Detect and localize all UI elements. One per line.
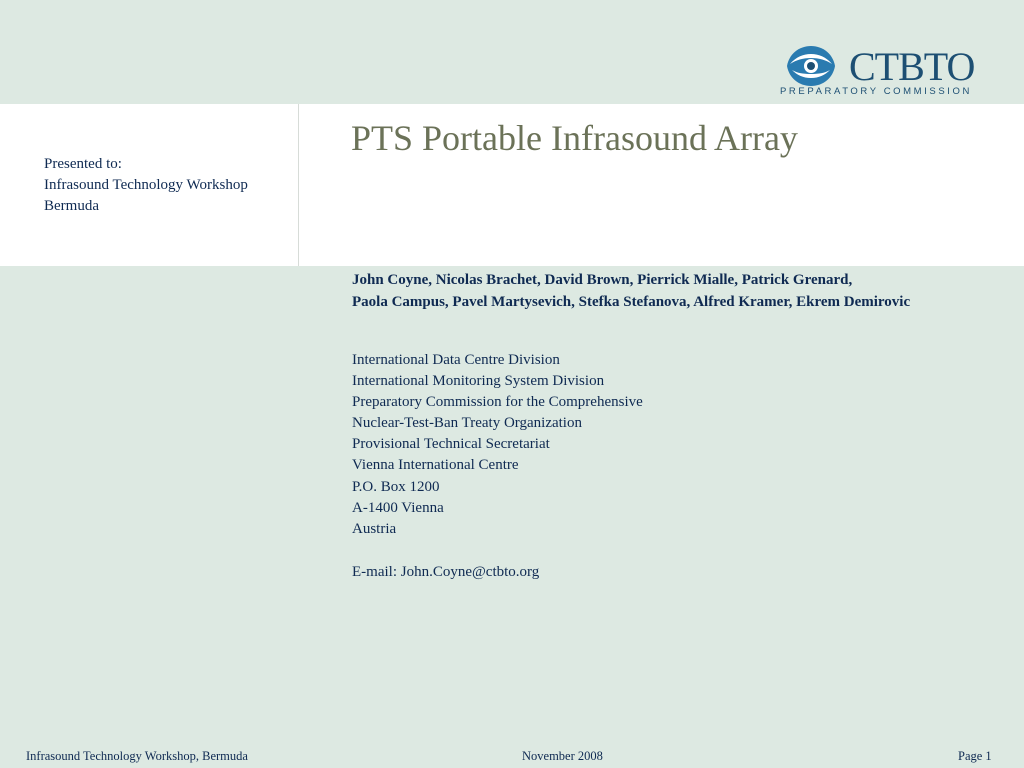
logo-wordmark: CTBTO bbox=[849, 44, 975, 89]
author-line: Paola Campus, Pavel Martysevich, Stefka Stefanova, Alfred Kramer, Ekrem Demirovic bbox=[352, 294, 911, 310]
footer-page-number: Page 1 bbox=[958, 749, 992, 763]
presented-label: Presented to: bbox=[44, 156, 122, 172]
page-title: PTS Portable Infrasound Array bbox=[351, 118, 798, 158]
presented-event: Infrasound Technology Workshop bbox=[44, 177, 248, 193]
ctbto-logo bbox=[780, 44, 976, 102]
author-line: John Coyne, Nicolas Brachet, David Brown, Pierrick Mialle, Patrick Grenard, bbox=[352, 272, 853, 288]
presented-location: Bermuda bbox=[44, 198, 99, 214]
title-band bbox=[0, 104, 1024, 266]
affiliation-line: Austria bbox=[352, 520, 397, 537]
author-list bbox=[352, 269, 910, 313]
affiliation-line: International Monitoring System Division bbox=[352, 373, 605, 390]
affiliation-line: P.O. Box 1200 bbox=[352, 478, 440, 495]
affiliation-line: A-1400 Vienna bbox=[352, 499, 444, 516]
presented-to-panel bbox=[0, 104, 299, 266]
affiliation-address bbox=[352, 350, 643, 540]
affiliation-line: Provisional Technical Secretariat bbox=[352, 436, 550, 453]
affiliation-line: Nuclear-Test-Ban Treaty Organization bbox=[352, 415, 582, 432]
affiliation-line: Vienna International Centre bbox=[352, 457, 519, 474]
affiliation-line: International Data Centre Division bbox=[352, 352, 560, 368]
affiliation-line: Preparatory Commission for the Comprehensive bbox=[352, 394, 643, 411]
ctbto-eye-icon bbox=[786, 44, 836, 88]
presented-to-block bbox=[44, 154, 248, 217]
footer-date: November 2008 bbox=[522, 749, 603, 763]
contact-email: E-mail: John.Coyne@ctbto.org bbox=[352, 564, 540, 580]
header-band bbox=[0, 0, 1024, 104]
logo-subtitle: PREPARATORY COMMISSION bbox=[780, 86, 972, 97]
footer-event: Infrasound Technology Workshop, Bermuda bbox=[26, 749, 248, 763]
